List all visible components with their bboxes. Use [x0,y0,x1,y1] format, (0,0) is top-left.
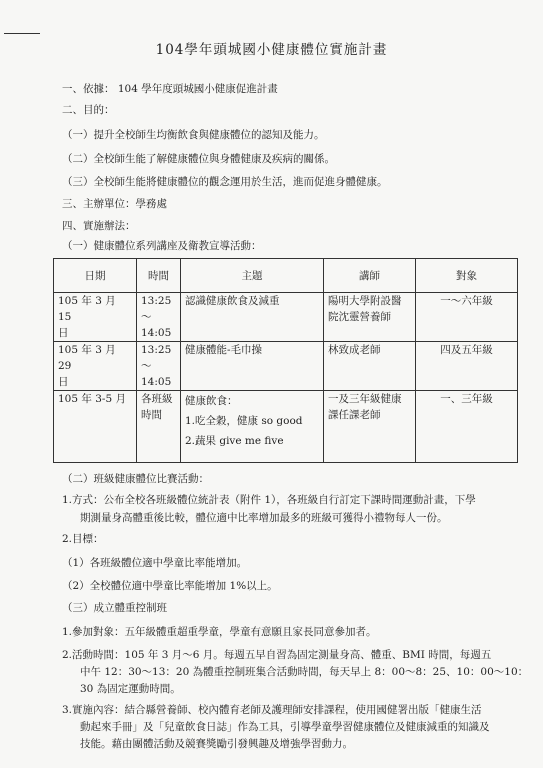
weight-class-content-line-3: 技能。藉由團體活動及競賽獎勵引發興趣及增強學習動力。 [80,738,353,750]
organizer-line: 三、主辦單位：學務處 [62,198,167,210]
cell-text: 日 [58,376,69,388]
header-speaker: 講師 [324,259,416,293]
header-date: 日期 [54,259,137,293]
cell-text: 健康飲食： [185,395,238,407]
cell-text: 1.吃全穀，健康 so good [185,415,303,427]
cell-text: 一、三年級 [440,393,493,405]
cell-text: 陽明大學附設醫 [328,295,402,307]
cell-topic [181,293,324,342]
weight-class-time-line-2: 中午 12：30～13：20 為體重控制班集合活動時間，每天早上 8：00～8：25、10：00～10： [80,666,529,678]
basis-line: 一、依據： 104 學年度頭城國小健康促進計畫 [62,83,278,95]
weight-class-time-line-3: 30 為固定運動時間。 [80,683,181,695]
competition-method-line-2: 期測量身高體重後比較，體位適中比率增加最多的班級可獲得小禮物每人一份。 [80,512,448,524]
weight-class-participants: 1.參加對象：五年級體重超重學童，學童有意願且家長同意參加者。 [62,626,377,638]
competition-target-heading: 2.目標： [62,533,104,545]
cell-text: 105 年 3-5 月 [58,393,126,405]
header-time: 時間 [137,259,181,293]
cell-text: 時間 [141,409,162,421]
competition-method-line-1: 1.方式：公布全校各班級體位統計表（附件 1），各班級自行訂定下課時間運動計畫，下學 [62,494,476,506]
competition-target-2: （2）全校體位適中學童比率能增加 1%以上。 [62,580,278,592]
table-row [54,391,518,463]
cell-topic [181,342,324,391]
cell-text: 14:05 [141,327,172,339]
methods-heading: 四、實施辦法： [62,220,136,232]
cell-time [137,293,181,342]
cell-target [416,293,518,342]
cell-date [54,391,137,463]
competition-heading: （二）班級健康體位比賽活動： [62,473,209,485]
cell-text: 認識健康飲食及減重 [185,295,280,307]
table-row [54,293,518,342]
cell-text: 105 年 3 月 29 [58,344,116,372]
corner-mark [4,33,40,34]
goal-2: （二）全校師生能了解健康體位與身體健康及疾病的關係。 [62,153,335,165]
cell-time [137,342,181,391]
cell-text: 14:05 [141,376,172,388]
cell-text: 13:25～ [141,344,172,372]
cell-text: 林致成老師 [328,344,381,356]
cell-text: 健康體能-毛巾操 [185,344,263,356]
weight-class-heading: （三）成立體重控制班 [62,602,167,614]
cell-text: 一～六年級 [440,295,493,307]
cell-speaker [324,342,416,391]
competition-target-1: （1）各班級體位適中學童比率能增加。 [62,557,248,569]
cell-target [416,391,518,463]
cell-text: 課任課老師 [328,409,381,421]
cell-text: 日 [58,327,69,339]
cell-text: 105 年 3 月 15 [58,295,116,323]
weight-class-content-line-2: 動起來手冊」及「兒童飲食日誌」作為工具，引導學童學習健康體位及健康減重的知識及 [80,721,490,733]
goal-1: （一）提升全校師生均衡飲食與健康體位的認知及能力。 [62,129,325,141]
cell-text: 四及五年級 [440,344,493,356]
cell-text: 各班級 [141,393,173,405]
goal-3: （三）全校師生能將健康體位的觀念運用於生活，進而促進身體健康。 [62,176,388,188]
cell-time [137,391,181,463]
cell-speaker [324,391,416,463]
lectures-heading: （一）健康體位系列講座及衛教宣導活動： [62,240,262,252]
cell-date [54,293,137,342]
cell-text: 2.蔬果 give me five [185,435,284,447]
weight-class-content-line-1: 3.實施內容：結合縣營養師、校內體育老師及護理師安排課程，使用國健署出版「健康生活 [62,704,482,716]
cell-text: 一及三年級健康 [328,393,402,405]
page-title: 104學年頭城國小健康體位實施計畫 [155,42,388,58]
cell-text: 13:25～ [141,295,172,323]
weight-class-time-line-1: 2.活動時間：105 年 3 月～6 月。每週五早自習為固定測量身高、體重、BMI 時間，每週五 [62,649,492,661]
cell-speaker [324,293,416,342]
goals-heading: 二、目的： [62,104,115,116]
lecture-schedule-table [53,258,518,463]
cell-date [54,342,137,391]
header-target: 對象 [416,259,518,293]
table-row [54,342,518,391]
cell-target [416,342,518,391]
cell-topic [181,391,324,463]
header-topic: 主題 [181,259,324,293]
table-header-row [54,259,518,293]
cell-text: 院沈靈營養師 [328,311,391,323]
